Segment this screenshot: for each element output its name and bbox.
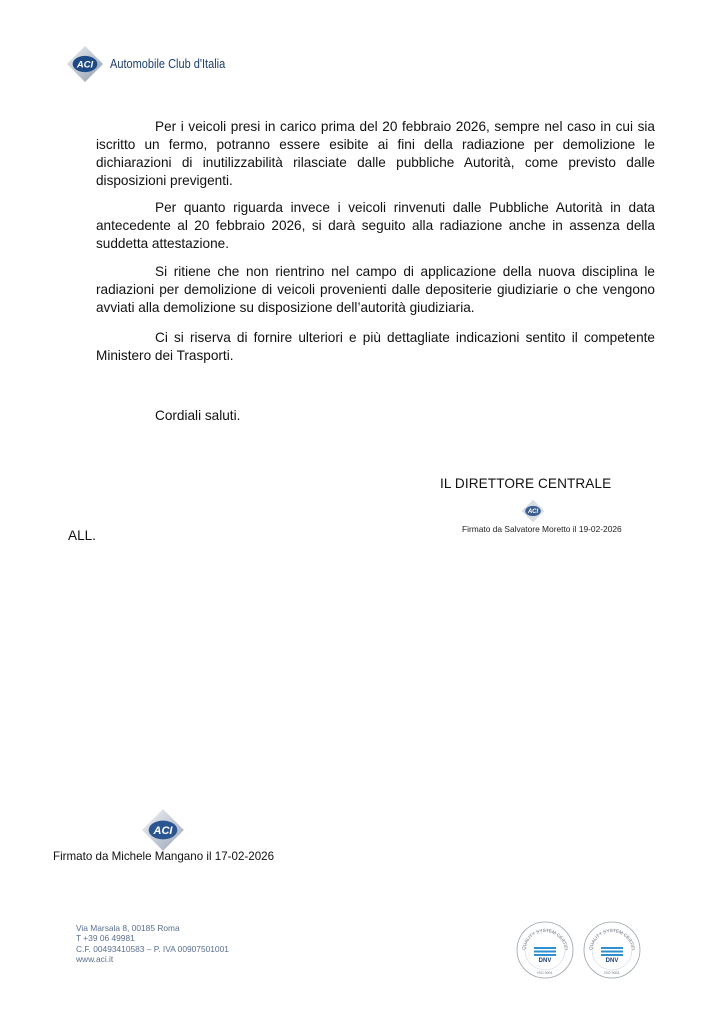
paragraph-2: Per quanto riguarda invece i veicoli rinvenuti dalle Pubbliche Autorità in data antecedente al 20 febbraio 2026, si darà seguito alla radiazione anche in assenza della suddetta attestazione. (96, 200, 655, 251)
signature-stamp-text: Firmato da Salvatore Moretto il 19-02-2026 (462, 524, 622, 534)
paragraph-3: Si ritiene che non rientrino nel campo di applicazione della nuova disciplina le radiazioni per demolizione di veicoli provenienti dalle depositerie giudiziarie o che vengono avviati alla demolizione su disposizione dell’autorità giudiziaria. (96, 264, 655, 315)
dnv-certification-badge (515, 920, 575, 980)
svg-text:DNV: DNV (605, 958, 619, 964)
paragraph-4: Ci si riserva di fornire ulteriori e più dettagliate indicazioni sentito il competente Ministero dei Trasporti. (96, 330, 655, 363)
logo-text: ACI (76, 59, 94, 71)
signatory-title: IL DIRETTORE CENTRALE (440, 476, 612, 491)
digital-signature-icon (141, 808, 185, 852)
digital-signature-icon (521, 499, 545, 523)
svg-text:QUALITY SYSTEM CERTIFICATION: QUALITY SYSTEM CERTIFI (521, 927, 569, 951)
attachment-label: ALL. (68, 528, 96, 543)
svg-text:ISO 9001: ISO 9001 (537, 971, 553, 975)
paragraph-1: Per i veicoli presi in carico prima del 20 febbraio 2026, sempre nel caso in cui sia iscritto un fermo, potranno essere esibite ai fini della radiazione per demolizione le dichiarazioni di inutilizzabilità rilasciate dalle pubbliche Autorità, come previsto dalle disposizioni previgenti. (96, 119, 655, 188)
svg-text:ISO 9001: ISO 9001 (604, 971, 620, 975)
footer-address: Via Marsala 8, 00185 Roma (76, 923, 180, 933)
footer-phone: T +39 06 49981 (76, 933, 135, 944)
svg-text:DNV: DNV (538, 958, 552, 964)
dnv-certification-badge (582, 920, 642, 980)
svg-text:ACI: ACI (527, 509, 539, 516)
organization-name: Automobile Club d'Italia (110, 57, 226, 71)
footer-contacts (76, 923, 229, 965)
header-logo (66, 42, 256, 86)
footer-tax-ids: C.F. 00493410583 – P. IVA 00907501001 (76, 943, 229, 954)
footer-website[interactable]: www.aci.it (76, 954, 114, 965)
svg-text:ACI: ACI (153, 824, 173, 837)
closing-greeting: Cordiali saluti. (155, 408, 241, 423)
svg-text:QUALITY SYSTEM CERTIFICATION: QUALITY SYSTEM CERTIFI (588, 927, 636, 951)
aci-logo-icon (66, 45, 104, 83)
second-signature-text: Firmato da Michele Mangano il 17-02-2026 (53, 850, 275, 863)
